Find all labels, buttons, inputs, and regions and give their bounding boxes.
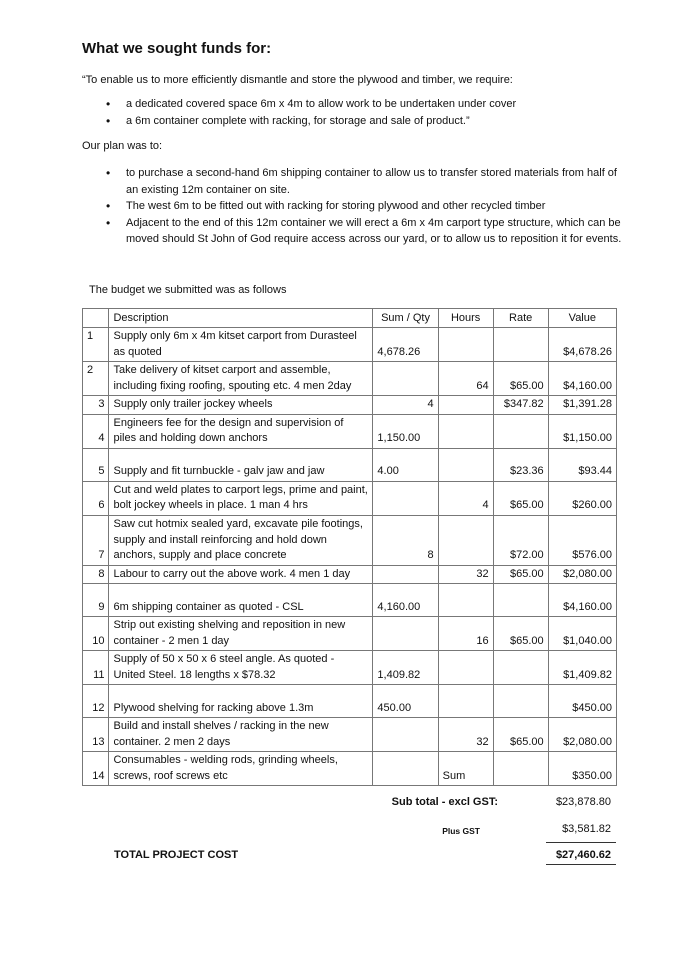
row-description: Saw cut hotmix sealed yard, excavate pile footings, supply and install reinforcing and hold down anchors, supply and place concrete [109, 515, 373, 565]
row-hours: 16 [438, 617, 493, 651]
row-number: 7 [83, 515, 109, 565]
row-value: $1,409.82 [548, 651, 616, 685]
row-description: Cut and weld plates to carport legs, prime and paint, bolt jockey wheels in place. 1 man 4 hrs [109, 481, 373, 515]
row-sum-qty [373, 617, 438, 651]
table-row [83, 584, 617, 617]
row-hours [438, 584, 493, 617]
row-rate [493, 328, 548, 362]
row-rate [493, 685, 548, 718]
row-sum-qty: 4 [373, 396, 438, 415]
row-hours: 4 [438, 481, 493, 515]
row-sum-qty [373, 565, 438, 584]
row-number: 14 [83, 752, 109, 786]
row-value: $2,080.00 [548, 565, 616, 584]
row-number: 5 [83, 448, 109, 481]
row-description: Labour to carry out the above work. 4 men 1 day [109, 565, 373, 584]
row-rate: $65.00 [493, 718, 548, 752]
table-row [83, 328, 617, 362]
plan-item: • The west 6m to be fitted out with racking for storing plywood and other recycled timber [106, 198, 626, 215]
total-label: TOTAL PROJECT COST [114, 849, 239, 861]
table-row [83, 515, 617, 565]
row-sum-qty: 450.00 [373, 685, 438, 718]
row-description: Plywood shelving for racking above 1.3m [109, 685, 373, 718]
budget-intro: The budget we submitted was as follows [89, 284, 287, 296]
row-hours: Sum [438, 752, 493, 786]
row-rate [493, 414, 548, 448]
header-hours: Hours [438, 309, 493, 328]
table-row [83, 565, 617, 584]
row-number: 3 [83, 396, 109, 415]
plan-item: • Adjacent to the end of this 12m container we will erect a 6m x 4m carport type structure, which can be moved should St John of God require access across our yard, or to allow us to reposition it for events. [106, 215, 626, 248]
row-rate: $65.00 [493, 565, 548, 584]
row-description: Consumables - welding rods, grinding wheels, screws, roof screws etc [109, 752, 373, 786]
row-value: $260.00 [548, 481, 616, 515]
row-value: $1,040.00 [548, 617, 616, 651]
row-hours [438, 651, 493, 685]
total-rule [546, 842, 616, 843]
row-description: 6m shipping container as quoted - CSL [109, 584, 373, 617]
row-description: Supply only 6m x 4m kitset carport from Durasteel as quoted [109, 328, 373, 362]
row-hours [438, 448, 493, 481]
row-rate: $347.82 [493, 396, 548, 415]
row-hours [438, 515, 493, 565]
row-sum-qty: 4,160.00 [373, 584, 438, 617]
row-rate [493, 584, 548, 617]
row-rate: $72.00 [493, 515, 548, 565]
gst-value: $3,581.82 [562, 823, 611, 835]
row-sum-qty: 1,409.82 [373, 651, 438, 685]
row-number: 4 [83, 414, 109, 448]
row-rate: $23.36 [493, 448, 548, 481]
table-row [83, 396, 617, 415]
row-description: Supply of 50 x 50 x 6 steel angle. As quoted - United Steel. 18 lengths x $78.32 [109, 651, 373, 685]
row-sum-qty [373, 752, 438, 786]
row-hours [438, 328, 493, 362]
row-sum-qty: 1,150.00 [373, 414, 438, 448]
row-number: 11 [83, 651, 109, 685]
table-row [83, 481, 617, 515]
total-underline [546, 864, 616, 865]
row-value: $93.44 [548, 448, 616, 481]
table-header-row [83, 309, 617, 328]
row-number: 8 [83, 565, 109, 584]
header-value: Value [548, 309, 616, 328]
row-description: Build and install shelves / racking in the new container. 2 men 2 days [109, 718, 373, 752]
requirement-item: • a 6m container complete with racking, for storage and sale of product.” [106, 113, 626, 130]
row-rate: $65.00 [493, 617, 548, 651]
row-hours: 32 [438, 718, 493, 752]
row-description: Supply and fit turnbuckle - galv jaw and jaw [109, 448, 373, 481]
row-sum-qty [373, 481, 438, 515]
table-row [83, 685, 617, 718]
row-description: Engineers fee for the design and supervision of piles and holding down anchors [109, 414, 373, 448]
total-value: $27,460.62 [555, 849, 611, 861]
row-sum-qty [373, 362, 438, 396]
row-number: 10 [83, 617, 109, 651]
row-number: 13 [83, 718, 109, 752]
row-number: 6 [83, 481, 109, 515]
row-value: $4,678.26 [548, 328, 616, 362]
row-value: $4,160.00 [548, 584, 616, 617]
row-sum-qty: 4.00 [373, 448, 438, 481]
subtotal-label: Sub total - excl GST: [391, 796, 498, 808]
plan-item: • to purchase a second-hand 6m shipping container to allow us to transfer stored materials from half of an existing 12m container on site. [106, 165, 626, 198]
row-rate [493, 752, 548, 786]
section-heading: What we sought funds for: [82, 40, 272, 57]
header-number [83, 309, 109, 328]
row-sum-qty: 4,678.26 [373, 328, 438, 362]
requirements-list [106, 96, 626, 129]
intro-quote: “To enable us to more efficiently dismantle and store the plywood and timber, we require: [82, 74, 513, 86]
row-rate: $65.00 [493, 481, 548, 515]
plan-heading: Our plan was to: [82, 140, 163, 152]
row-value: $2,080.00 [548, 718, 616, 752]
row-value: $450.00 [548, 685, 616, 718]
row-number: 2 [83, 362, 109, 396]
row-description: Strip out existing shelving and reposition in new container - 2 men 1 day [109, 617, 373, 651]
row-description: Take delivery of kitset carport and assemble, including fixing roofing, spouting etc. 4 men 2day [109, 362, 373, 396]
table-row [83, 362, 617, 396]
row-rate: $65.00 [493, 362, 548, 396]
row-number: 1 [83, 328, 109, 362]
header-description: Description [109, 309, 373, 328]
row-hours: 64 [438, 362, 493, 396]
row-hours: 32 [438, 565, 493, 584]
row-value: $350.00 [548, 752, 616, 786]
subtotal-value: $23,878.80 [555, 796, 611, 808]
plan-list [106, 165, 626, 248]
row-hours [438, 685, 493, 718]
header-rate: Rate [493, 309, 548, 328]
row-value: $1,391.28 [548, 396, 616, 415]
table-row [83, 448, 617, 481]
row-hours [438, 396, 493, 415]
row-hours [438, 414, 493, 448]
requirement-item: • a dedicated covered space 6m x 4m to allow work to be undertaken under cover [106, 96, 626, 113]
table-row [83, 718, 617, 752]
row-description: Supply only trailer jockey wheels [109, 396, 373, 415]
row-value: $576.00 [548, 515, 616, 565]
row-rate [493, 651, 548, 685]
gst-label: Plus GST [442, 826, 480, 836]
row-number: 12 [83, 685, 109, 718]
row-value: $1,150.00 [548, 414, 616, 448]
budget-table [82, 308, 617, 786]
table-row [83, 651, 617, 685]
header-sum-qty: Sum / Qty [373, 309, 438, 328]
row-number: 9 [83, 584, 109, 617]
table-row [83, 752, 617, 786]
row-sum-qty [373, 718, 438, 752]
row-sum-qty: 8 [373, 515, 438, 565]
row-value: $4,160.00 [548, 362, 616, 396]
table-row [83, 617, 617, 651]
table-row [83, 414, 617, 448]
